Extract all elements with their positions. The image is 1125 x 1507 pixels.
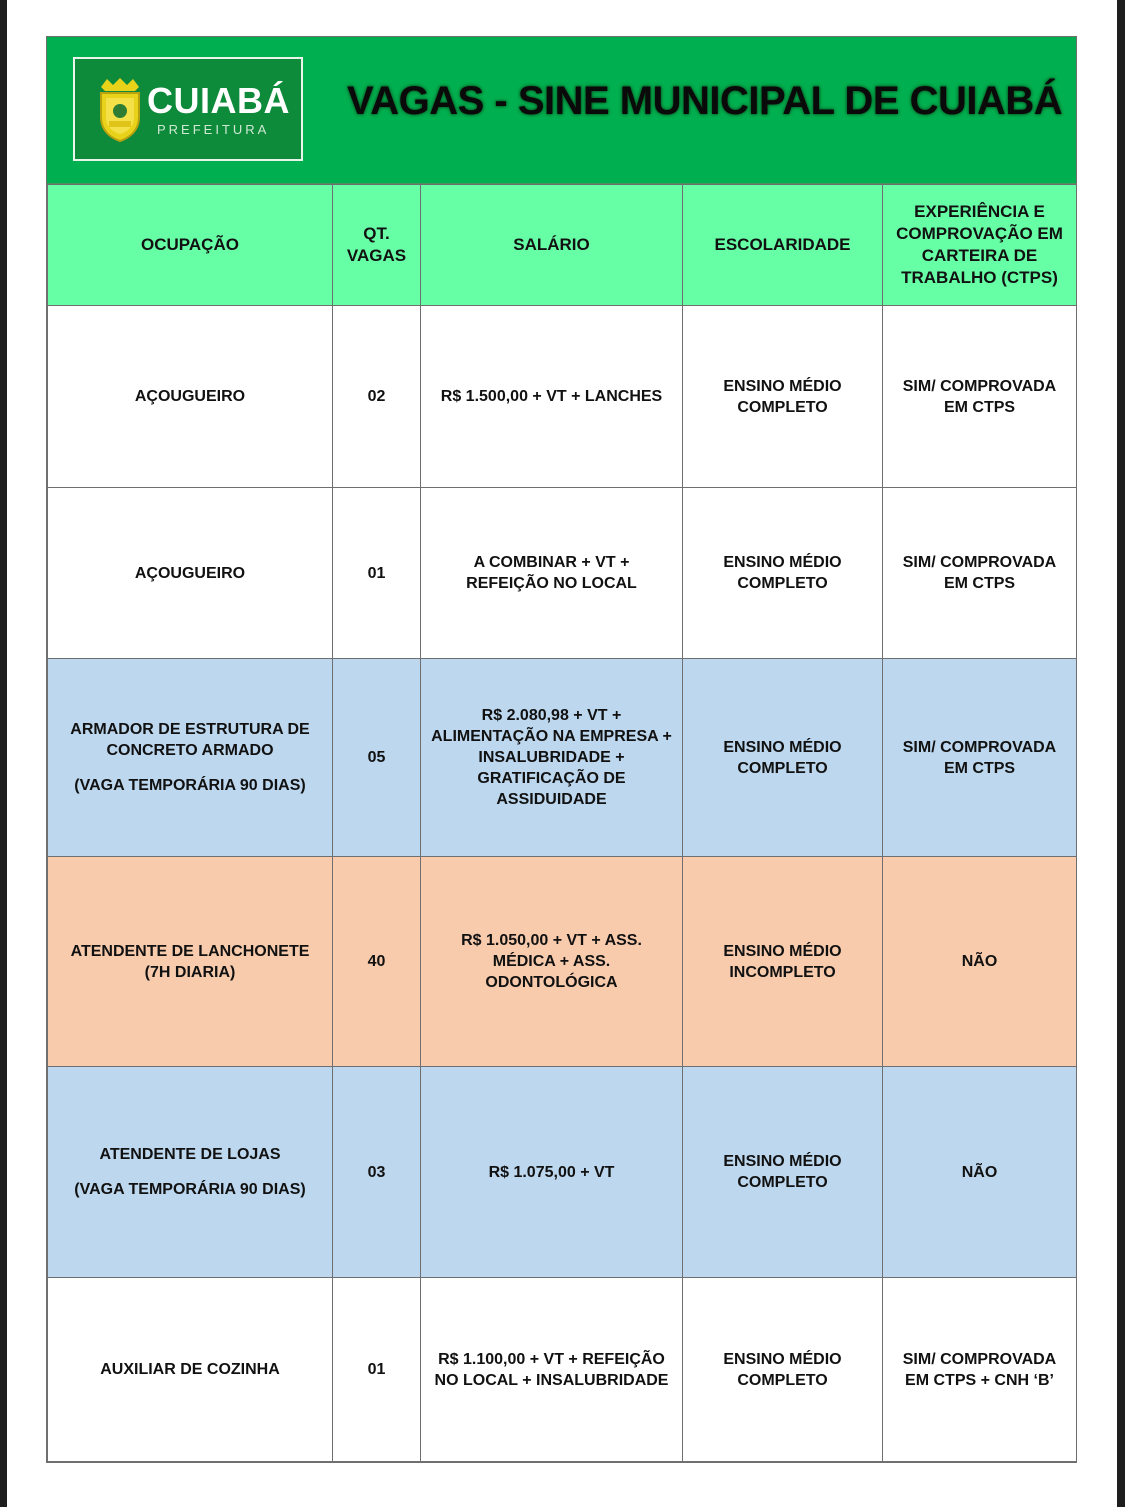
cell-experiencia: SIM/ COMPROVADA EM CTPS + CNH ‘B’	[883, 1278, 1077, 1462]
job-listing-sheet	[46, 36, 1077, 1463]
table-header-row	[48, 185, 1077, 306]
cell-salario: R$ 2.080,98 + VT + ALIMENTAÇÃO NA EMPRESA + INSALUBRIDADE + GRATIFICAÇÃO DE ASSIDUIDADE	[421, 659, 683, 857]
cuiaba-logo	[73, 57, 303, 161]
cell-qt-vagas: 02	[333, 306, 421, 488]
cell-salario: R$ 1.100,00 + VT + REFEIÇÃO NO LOCAL + INSALUBRIDADE	[421, 1278, 683, 1462]
window-edge-right	[1117, 0, 1125, 1507]
cell-experiencia: SIM/ COMPROVADA EM CTPS	[883, 488, 1077, 659]
coat-of-arms-icon	[95, 77, 145, 143]
cell-ocupacao: ATENDENTE DE LANCHONETE (7H DIARIA)	[48, 857, 333, 1067]
column-header-escolaridade: ESCOLARIDADE	[683, 185, 883, 306]
ocupacao-title: ARMADOR DE ESTRUTURA DE CONCRETO ARMADO	[70, 721, 310, 759]
cell-salario: A COMBINAR + VT + REFEIÇÃO NO LOCAL	[421, 488, 683, 659]
header-banner	[47, 37, 1076, 184]
table-row	[48, 1278, 1077, 1462]
cell-qt-vagas: 03	[333, 1067, 421, 1278]
cell-escolaridade: ENSINO MÉDIO INCOMPLETO	[683, 857, 883, 1067]
cell-ocupacao	[48, 659, 333, 857]
cell-experiencia: SIM/ COMPROVADA EM CTPS	[883, 659, 1077, 857]
column-header-salario: SALÁRIO	[421, 185, 683, 306]
ocupacao-note: (VAGA TEMPORÁRIA 90 DIAS)	[74, 777, 306, 794]
cell-qt-vagas: 01	[333, 1278, 421, 1462]
cell-escolaridade: ENSINO MÉDIO COMPLETO	[683, 1278, 883, 1462]
vacancies-table	[47, 184, 1077, 1462]
logo-name: CUIABÁ	[147, 80, 290, 121]
table-row	[48, 488, 1077, 659]
table-row	[48, 1067, 1077, 1278]
cell-salario: R$ 1.050,00 + VT + ASS. MÉDICA + ASS. ODONTOLÓGICA	[421, 857, 683, 1067]
page-title: VAGAS - SINE MUNICIPAL DE CUIABÁ	[347, 79, 1063, 123]
cell-ocupacao: AUXILIAR DE COZINHA	[48, 1278, 333, 1462]
column-header-experiencia: EXPERIÊNCIA E COMPROVAÇÃO EM CARTEIRA DE TRABALHO (CTPS)	[883, 185, 1077, 306]
cell-escolaridade: ENSINO MÉDIO COMPLETO	[683, 659, 883, 857]
cell-experiencia: NÃO	[883, 1067, 1077, 1278]
table-row	[48, 857, 1077, 1067]
cell-escolaridade: ENSINO MÉDIO COMPLETO	[683, 306, 883, 488]
cell-ocupacao	[48, 1067, 333, 1278]
cell-qt-vagas: 05	[333, 659, 421, 857]
table-row	[48, 306, 1077, 488]
cell-salario: R$ 1.075,00 + VT	[421, 1067, 683, 1278]
cell-escolaridade: ENSINO MÉDIO COMPLETO	[683, 488, 883, 659]
ocupacao-title: ATENDENTE DE LOJAS	[99, 1146, 281, 1163]
cell-qt-vagas: 40	[333, 857, 421, 1067]
window-edge-left	[0, 0, 7, 1507]
ocupacao-note: (VAGA TEMPORÁRIA 90 DIAS)	[74, 1181, 306, 1198]
table-row	[48, 659, 1077, 857]
cell-escolaridade: ENSINO MÉDIO COMPLETO	[683, 1067, 883, 1278]
cell-salario: R$ 1.500,00 + VT + LANCHES	[421, 306, 683, 488]
cell-ocupacao: AÇOUGUEIRO	[48, 488, 333, 659]
cell-ocupacao: AÇOUGUEIRO	[48, 306, 333, 488]
cell-experiencia: SIM/ COMPROVADA EM CTPS	[883, 306, 1077, 488]
column-header-qt-vagas: QT. VAGAS	[333, 185, 421, 306]
cell-experiencia: NÃO	[883, 857, 1077, 1067]
cell-qt-vagas: 01	[333, 488, 421, 659]
column-header-ocupacao: OCUPAÇÃO	[48, 185, 333, 306]
logo-subtitle: PREFEITURA	[157, 122, 270, 137]
